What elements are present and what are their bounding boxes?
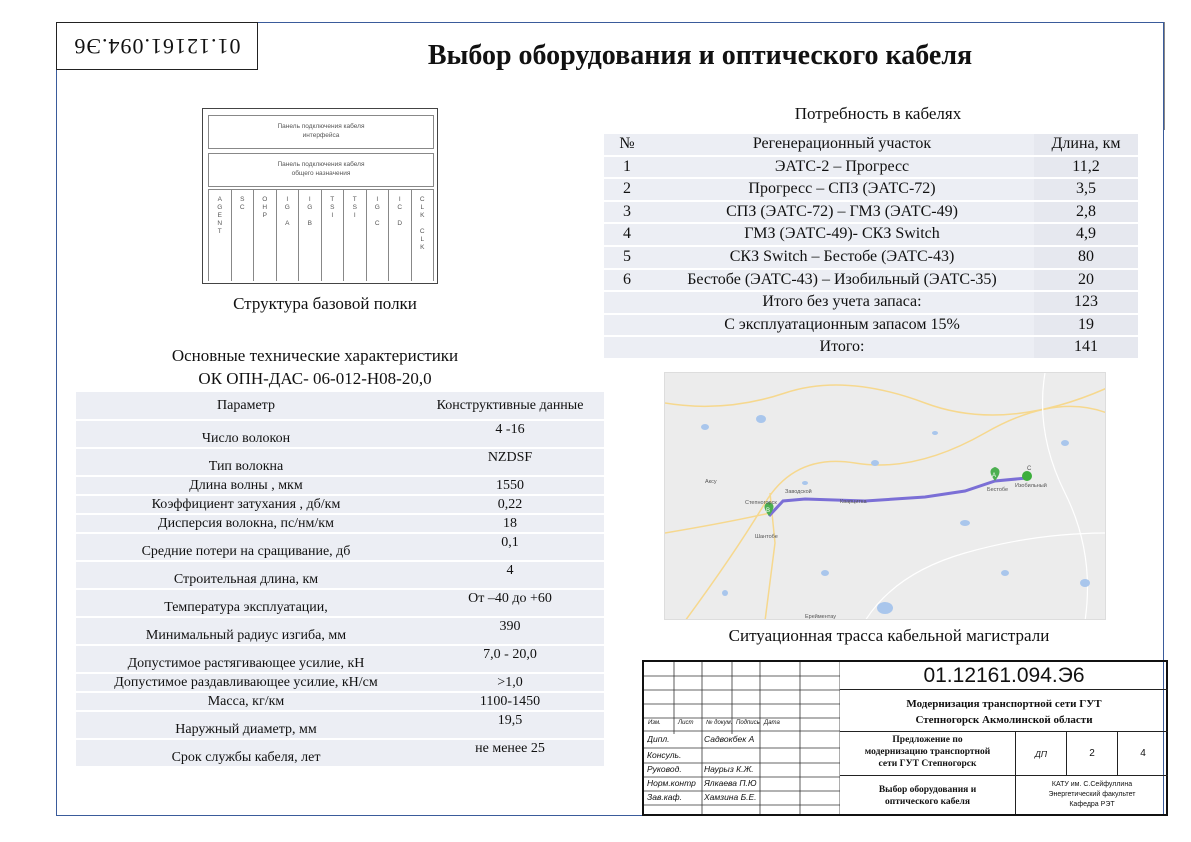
map-label-bestobe: Бестобе (987, 487, 1009, 493)
shelf-slot: I G B (299, 190, 322, 281)
param-value: 0,22 (416, 495, 604, 514)
stage: ДП (1016, 732, 1067, 775)
table-row (76, 739, 604, 767)
col-data: Конструктивные данные (416, 392, 604, 420)
row-section: ГМЗ (ЭАТС-49)- СКЗ Switch (650, 223, 1034, 246)
shelf-slot: T S I (344, 190, 367, 281)
table-row (76, 692, 604, 711)
table-row (604, 178, 1138, 201)
shelf-slot: O H P (254, 190, 277, 281)
param-name: Наружный диаметр, мм (76, 711, 416, 739)
table-header-row (604, 134, 1138, 156)
param-value: 1100-1450 (416, 692, 604, 711)
table-row (604, 269, 1138, 292)
param-name: Длина волны , мкм (76, 476, 416, 495)
table-row (76, 476, 604, 495)
row-length: 11,2 (1034, 156, 1138, 179)
row-section: Прогресс – СПЗ (ЭАТС-72) (650, 178, 1034, 201)
frame-edge (1164, 22, 1165, 130)
document-code-stamp: 01.12161.094.Э6 (56, 22, 258, 70)
role-label: Зав.каф. (647, 792, 682, 802)
shelf-slot: I G A (277, 190, 300, 281)
role-name: Ялкаева П.Ю (704, 778, 757, 788)
param-name: Строительная длина, км (76, 561, 416, 589)
map-caption: Ситуационная трасса кабельной магистрали (728, 626, 1050, 645)
shelf-slot: C L K C L K (412, 190, 435, 281)
reserve-row (604, 314, 1138, 337)
shelf-slot: T S I (322, 190, 345, 281)
title-block (642, 660, 1168, 816)
param-value: 4 (416, 561, 604, 589)
total-row (604, 336, 1138, 359)
param-name: Коэффициент затухания , дб/км (76, 495, 416, 514)
table-row (76, 645, 604, 673)
shelf-slot: A G E N T (208, 190, 232, 281)
row-section: Регенерационный участок (650, 134, 1034, 156)
param-name: Температура эксплуатации, (76, 589, 416, 617)
row-length: Длина, км (1034, 134, 1138, 156)
proposal-title: Предложение по модернизацию транспортной сети ГУТ Степногорск (840, 732, 1016, 776)
table-row (76, 420, 604, 448)
param-value: NZDSF (416, 448, 604, 476)
svg-text:A: A (992, 473, 997, 479)
row-length: 123 (1034, 291, 1138, 314)
cable-need-heading: Потребность в кабелях (794, 104, 962, 123)
table-row (76, 711, 604, 739)
row-section: СПЗ (ЭАТС-72) – ГМЗ (ЭАТС-49) (650, 201, 1034, 224)
table-row (76, 561, 604, 589)
row-section: СКЗ Switch – Бестобе (ЭАТС-43) (650, 246, 1034, 269)
role-label: Норм.контр (647, 778, 696, 788)
base-shelf-diagram (202, 108, 438, 284)
row-length: 80 (1034, 246, 1138, 269)
revision-grid (644, 662, 840, 814)
revision-header-cell: Изм. (648, 720, 661, 726)
row-section: Бестобе (ЭАТС-43) – Изобильный (ЭАТС-35) (650, 269, 1034, 292)
param-value: 18 (416, 514, 604, 533)
map-label-ereymentau: Ерейментау (805, 614, 836, 620)
cable-need-table (604, 134, 1138, 360)
row-number: 5 (604, 246, 650, 269)
param-value: 7,0 - 20,0 (416, 645, 604, 673)
param-name: Минимальный радиус изгиба, мм (76, 617, 416, 645)
param-name: Срок службы кабеля, лет (76, 739, 416, 767)
table-row (76, 514, 604, 533)
panel-interface-label: Панель подключения кабеля интерфейса (277, 123, 365, 139)
table-row (76, 533, 604, 561)
param-name: Средние потери на сращивание, дб (76, 533, 416, 561)
param-name: Тип волокна (76, 448, 416, 476)
role-name: Садвокбек А (704, 734, 755, 744)
table-row (76, 589, 604, 617)
shelf-slot: I G C (367, 190, 390, 281)
param-value: 4 -16 (416, 420, 604, 448)
revision-header-cell: Дата (764, 720, 780, 726)
table-row (604, 246, 1138, 269)
row-number: 1 (604, 156, 650, 179)
title-block-code: 01.12161.094.Э6 (840, 662, 1168, 690)
row-length: 2,8 (1034, 201, 1138, 224)
param-value: 1550 (416, 476, 604, 495)
shelf-slot: I C D (389, 190, 412, 281)
table-row (76, 617, 604, 645)
col-param: Параметр (76, 392, 416, 420)
panel-general (208, 153, 434, 187)
shelf-caption: Структура базовой полки (233, 294, 417, 313)
param-value: От –40 до +60 (416, 589, 604, 617)
row-length: 20 (1034, 269, 1138, 292)
map-label-aksu: Аксу (705, 479, 717, 485)
role-label: Дипл. (647, 734, 670, 744)
param-value: 0,1 (416, 533, 604, 561)
param-value: 19,5 (416, 711, 604, 739)
param-name: Число волокон (76, 420, 416, 448)
row-section: Итого: (650, 336, 1034, 359)
table-row (604, 201, 1138, 224)
param-name: Масса, кг/км (76, 692, 416, 711)
row-length: 3,5 (1034, 178, 1138, 201)
table-row (604, 223, 1138, 246)
role-name: Хамзина Б.Е. (704, 792, 757, 802)
row-number: 6 (604, 269, 650, 292)
sheet-info (1016, 732, 1168, 776)
revision-header-cell: № докум. (706, 720, 733, 726)
shelf-slot: S C (232, 190, 255, 281)
page-title: Выбор оборудования и оптического кабеля (427, 40, 973, 71)
tech-table (76, 392, 604, 768)
panel-interface (208, 115, 434, 149)
revision-header-cell: Лист (678, 720, 694, 726)
param-name: Допустимое раздавливающее усилие, кН/см (76, 673, 416, 692)
param-value: не менее 25 (416, 739, 604, 767)
panel-general-label: Панель подключения кабеля общего назначения (277, 161, 365, 177)
table-row (76, 495, 604, 514)
svg-text:C: C (1027, 466, 1032, 472)
param-value: >1,0 (416, 673, 604, 692)
table-row (76, 448, 604, 476)
table-row (604, 156, 1138, 179)
row-length: 4,9 (1034, 223, 1138, 246)
row-section: Итого без учета запаса: (650, 291, 1034, 314)
row-section: ЭАТС-2 – Прогресс (650, 156, 1034, 179)
param-name: Дисперсия волокна, пс/нм/км (76, 514, 416, 533)
row-number (604, 291, 650, 314)
row-section: С эксплуатационным запасом 15% (650, 314, 1034, 337)
project-name: Модернизация транспортной сети ГУТ Степногорск Акмолинской области (840, 692, 1168, 732)
map-label-izobilny: Изобильный (1015, 483, 1047, 489)
role-label: Руковод. (647, 764, 682, 774)
row-length: 141 (1034, 336, 1138, 359)
map-label-stepnogorsk: Степногорск (745, 500, 777, 506)
table-row (76, 673, 604, 692)
sheet-number: 2 (1067, 732, 1118, 775)
map-label-kvartsitka: Кварцитка (840, 499, 867, 505)
map-label-shantobe: Шантобе (755, 534, 778, 540)
role-label: Консуль. (647, 750, 682, 760)
row-number: 4 (604, 223, 650, 246)
row-number: 3 (604, 201, 650, 224)
row-length: 19 (1034, 314, 1138, 337)
organization: КАТУ им. С.Сейфуллина Энергетический факультет Кафедра РЭТ (1048, 781, 1136, 808)
shelf-slots (208, 189, 434, 281)
total-without-reserve-row (604, 291, 1138, 314)
map-graphic (665, 373, 1106, 620)
param-value: 390 (416, 617, 604, 645)
map-label-zavodskoy: Заводской (785, 489, 812, 495)
sheet-total: 4 (1140, 748, 1146, 759)
row-number (604, 336, 650, 359)
svg-text:B: B (766, 508, 771, 514)
route-map (664, 372, 1106, 620)
role-name: Наурыз К.Ж. (704, 764, 754, 774)
param-name: Допустимое растягивающее усилие, кН (76, 645, 416, 673)
sheet-title: Выбор оборудования и оптического кабеля (840, 776, 1016, 814)
table-header-row (76, 392, 604, 420)
row-number: № (604, 134, 650, 156)
tech-heading: Основные технические характеристики (171, 346, 459, 365)
row-number (604, 314, 650, 337)
cable-model: ОК ОПН-ДАС- 06-012-Н08-20,0 (198, 369, 432, 388)
revision-header-cell: Подпись (736, 720, 760, 726)
row-number: 2 (604, 178, 650, 201)
